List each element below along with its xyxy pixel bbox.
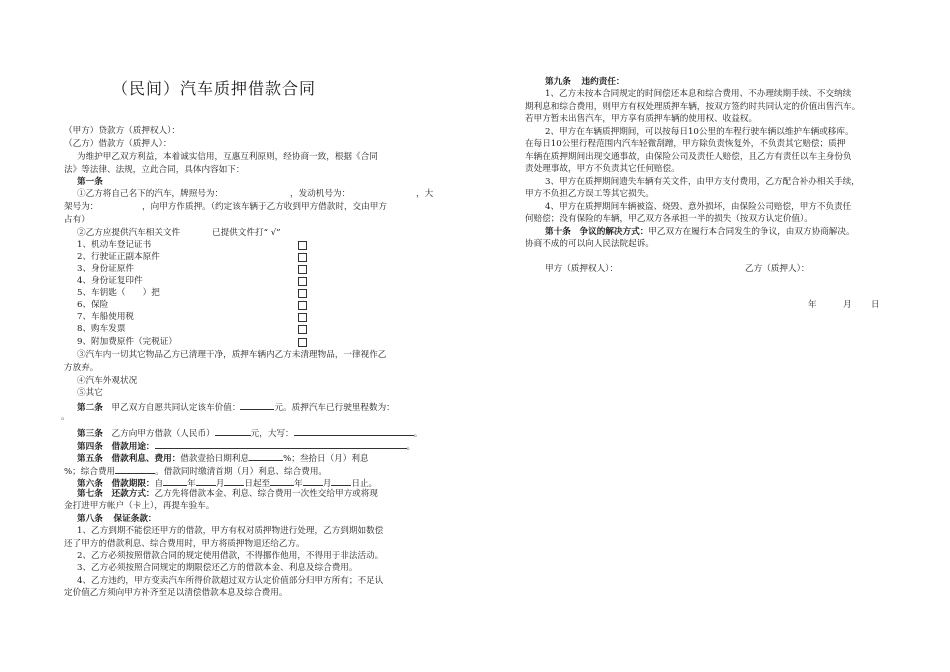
art3-end: 。: [413, 429, 423, 439]
date-day: 日: [871, 300, 880, 310]
art9-item-2b: 在每日10公里行程范围内汽车轻微刮蹭，甲方除负责恢复外，不负责其它赔偿；质押: [525, 139, 846, 149]
art10-title: 第十条: [545, 227, 571, 237]
doc-checkbox[interactable]: [298, 277, 307, 286]
loan-amount-capital-blank[interactable]: [294, 426, 414, 436]
art5-label: 借款利息、费用：: [111, 454, 181, 464]
art8-label: 保证条款：: [113, 514, 157, 524]
art6-end: 日止。: [351, 479, 378, 489]
art6-year-2: 年: [294, 479, 303, 489]
art7-line-1: [77, 488, 378, 501]
art9-item-2d: 责处理事故，甲方不负责其它任何赔偿。: [525, 164, 680, 174]
art8-item-1b: 还了甲方的借款利息、综合费用时，甲方将质押物退还给乙方。: [64, 539, 305, 549]
doc-checkbox[interactable]: [298, 241, 307, 250]
loan-purpose-blank[interactable]: [155, 439, 407, 449]
art3-title: 第三条: [77, 429, 103, 439]
art8-item-3: 3、乙方必须按照合同规定的期限偿还乙方的借款本金、利息及综合费用。: [77, 563, 358, 573]
signature-party-a: 甲方（质押权人）：: [545, 264, 619, 274]
art5-fee-label: %；综合费用: [64, 467, 116, 477]
art3-loan-label: 乙方向甲方借款（人民币）: [111, 429, 215, 439]
art1-possession-text: 占有）: [64, 215, 90, 225]
art4-label: 借款用途：: [111, 442, 155, 452]
art1-cleanup-line-1: ③汽车内一切其它物品乙方已清理干净，质押车辆内乙方未清理物品，一律视作乙: [77, 350, 387, 360]
fee-blank[interactable]: [115, 464, 155, 474]
doc-item: 6、保险: [77, 300, 109, 310]
art2-value-label: 甲乙双方自愿共同认定该车价值：: [111, 403, 241, 413]
contract-title: （民间）汽车质押借款合同: [112, 79, 317, 98]
art1-frame-label: 架号为：: [64, 202, 99, 212]
doc-item: 2、行驶证正副本原件: [77, 252, 160, 262]
art9-item-3a: 3、甲方在质押期间遗失车辆有关文件，由甲方支付费用，乙方配合补办相关手续，: [545, 177, 860, 187]
party-a-line: （甲方）贷款方（质押权人）：: [64, 126, 181, 136]
art9-item-4b: 何赔偿；没有保险的车辆，甲乙双方各承担一半的损失（按双方认定价值）。: [525, 214, 813, 224]
art1-engine-label: ，发动机号为：: [290, 189, 351, 199]
art4-title: 第四条: [77, 442, 103, 452]
intro-line-1: 为维护甲乙双方利益，本着诚实信用，互惠互利原则，经协商一致，根据《合同: [77, 152, 378, 162]
doc-item: 9、附加费原件（完税证）: [77, 337, 177, 347]
art6-label: 借款期限：: [111, 479, 155, 489]
doc-item: 7、车船使用税: [77, 312, 135, 322]
ten-day-interest-blank[interactable]: [249, 451, 283, 461]
art1-frame-prefix: ，大: [416, 189, 434, 199]
end-month-blank[interactable]: [303, 476, 323, 486]
doc-checkbox[interactable]: [298, 338, 307, 347]
art9-label: 违约责任：: [581, 77, 625, 87]
art6-title: 第六条: [77, 479, 103, 489]
doc-checkbox[interactable]: [298, 265, 307, 274]
art8-item-4a: 4、乙方违约，甲方变卖汽车所得价款超过双方认定价值部分归甲方所有；不足认: [77, 576, 384, 586]
date-year: 年: [808, 300, 817, 310]
art6-year: 年: [187, 479, 196, 489]
art1-title: 第一条: [77, 177, 103, 187]
art1-other: ⑤其它: [77, 388, 103, 398]
art8-item-1a: 1、乙方到期不能偿还甲方的借款，甲方有权对质押物进行处理，乙方到期如数偿: [77, 526, 384, 536]
art9-heading: [545, 76, 625, 89]
art1-exterior-condition: ④汽车外观状况: [77, 376, 138, 386]
art7-text: 乙方先将借款本金、利息、综合费用一次性交给甲方或将现: [154, 489, 378, 499]
art3-capital-label: 元，大写：: [250, 429, 294, 439]
date-month: 月: [843, 300, 852, 310]
art8-item-2: 2、乙方必须按照借款合同的规定使用借款，不得挪作他用，不得用于非法活动。: [77, 551, 384, 561]
doc-item: 4、身份证复印件: [77, 276, 143, 286]
car-value-blank[interactable]: [240, 400, 274, 410]
art5-payment-note: 。借款同时缴清首期（月）利息、综合费用。: [155, 467, 328, 477]
art8-title: 第八条: [77, 514, 103, 524]
art4-end: 。: [406, 442, 416, 452]
art1-plate-label: ①乙方将自己名下的汽车，牌照号为：: [77, 189, 224, 199]
doc-checkbox[interactable]: [298, 325, 307, 334]
art7-line-2: 金打进甲方帐户（卡上），再提车验车。: [64, 501, 215, 511]
art5-title: 第五条: [77, 454, 103, 464]
art10-label: 争议的解决方式：: [579, 227, 649, 237]
art5-ten-day-label: 借款壹拾日期利息: [180, 454, 250, 464]
art9-item-1c: 若甲方暂未出售汽车，甲方享有质押车辆的使用权、收益权。: [525, 114, 758, 124]
art8-item-4b: 定价值乙方须向甲方补齐至足以清偿借款本息及综合费用。: [64, 588, 288, 598]
art9-item-3b: 甲方不负担乙方误工等其它损失。: [525, 189, 654, 199]
art7-label: 还款方式：: [111, 489, 155, 499]
art1-cleanup-line-2: 方放弃。: [64, 363, 99, 373]
art1-pledge-text: ，向甲方作质押。（约定该车辆于乙方收到甲方借款时，交由甲方: [142, 202, 387, 212]
art7-title: 第七条: [77, 489, 103, 499]
art9-item-1b: 期利息和综合费用，则甲方有权处理质押车辆，按双方签约时共同认定的价值出售汽车。: [525, 102, 861, 112]
doc-checkbox[interactable]: [298, 253, 307, 262]
art10-line-1: [545, 226, 855, 239]
art6-from: 自: [154, 479, 164, 489]
art9-item-2c: 车辆在质押期间出现交通事故，由保险公司及责任人赔偿，且乙方有责任以车主身份负: [525, 152, 852, 162]
art9-item-4a: 4、甲方在质押期间车辆被盗、烧毁、意外损坏，由保险公司赔偿，甲方不负责任: [545, 202, 852, 212]
end-year-blank[interactable]: [270, 476, 294, 486]
loan-amount-blank[interactable]: [215, 426, 251, 436]
doc-checkbox[interactable]: [298, 289, 307, 298]
art9-item-2a: 2、甲方在车辆质押期间，可以按每日10公里的车程行驶车辆以维护车辆或移库。: [545, 127, 854, 137]
start-year-blank[interactable]: [163, 476, 187, 486]
intro-line-2: 法》等法律、法规，立此合同，具体内容如下：: [64, 165, 245, 175]
art10-line-2: 协商不成的可以向人民法院起诉。: [525, 239, 654, 249]
doc-item: 1、机动车登记证书: [77, 240, 152, 250]
art2-end: 。: [61, 412, 70, 422]
end-day-blank[interactable]: [331, 476, 351, 486]
doc-item: 5、车钥匙（ ）把: [77, 288, 160, 298]
art2-title: 第二条: [77, 403, 103, 413]
art2-mileage-label: 元。质押汽车已行驶里程数为：: [274, 403, 395, 413]
start-month-blank[interactable]: [196, 476, 216, 486]
art5-monthly-label: %；叁拾日（月）利息: [283, 454, 369, 464]
art9-title: 第九条: [545, 77, 571, 87]
art8-heading: [77, 513, 157, 526]
art1-docs-check-note: 已提供文件打“ √”: [212, 228, 281, 238]
art6-month: 月: [215, 479, 225, 489]
doc-item: 3、身份证原件: [77, 264, 135, 274]
art6-until: 日起至: [244, 479, 271, 489]
art1-docs-label: ②乙方应提供汽车相关文件: [77, 228, 181, 238]
doc-item: 8、购车发票: [77, 324, 126, 334]
art2-line: [77, 400, 395, 415]
start-day-blank[interactable]: [224, 476, 244, 486]
signature-party-b: 乙方（质押人）：: [745, 264, 810, 274]
art10-text: 甲乙双方在履行本合同发生的争议，由双方协商解决。: [648, 227, 855, 237]
doc-checkbox[interactable]: [298, 301, 307, 310]
doc-checkbox[interactable]: [298, 313, 307, 322]
art9-item-1a: 1、乙方未按本合同规定的时间偿还本息和综合费用、不办理续期手续、不交纳续: [545, 89, 852, 99]
party-b-line: （乙方）借款方（质押人）：: [64, 139, 172, 149]
art6-month-2: 月: [322, 479, 332, 489]
